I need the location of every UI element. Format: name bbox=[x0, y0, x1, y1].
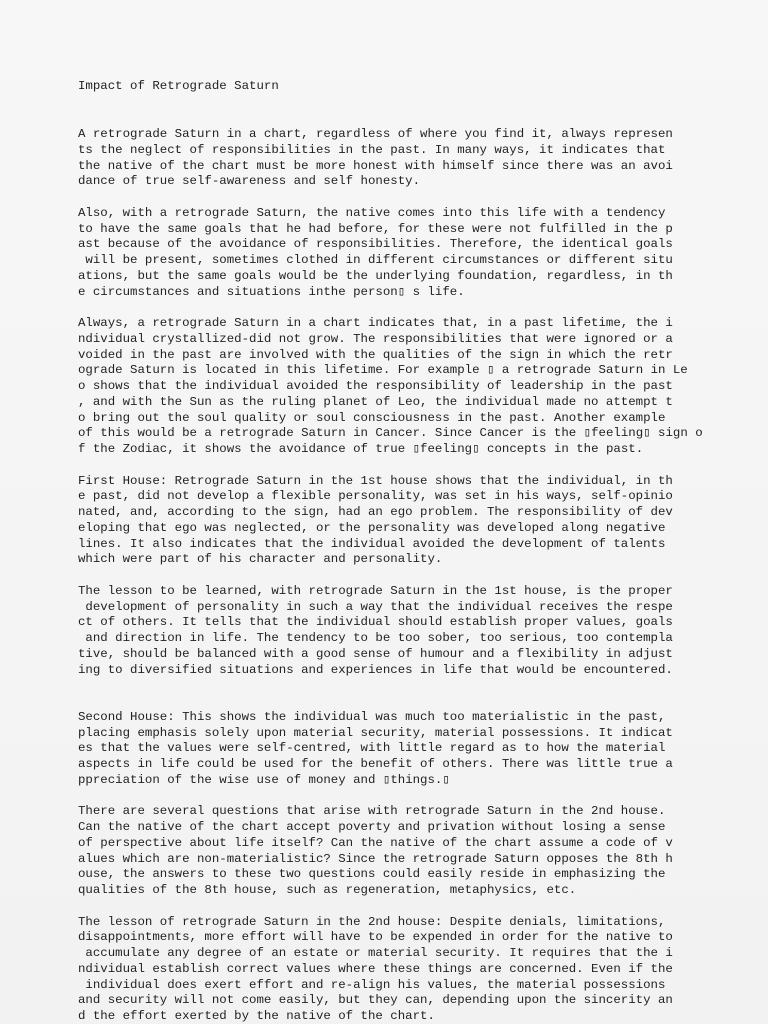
text-line: The lesson to be learned, with retrograde Saturn in the 1st house, is the proper bbox=[78, 583, 673, 598]
text-line: Can the native of the chart accept poverty and privation without losing a sense bbox=[78, 820, 666, 834]
text-line: tive, should be balanced with a good sense of humour and a flexibility in adjust bbox=[78, 646, 673, 661]
text-line: of this would be a retrograde Saturn in Cancer. Since Cancer is the ▯feeling▯ sign o bbox=[78, 426, 703, 441]
text-line: which were part of his character and personality. bbox=[78, 552, 443, 567]
text-line: lines. It also indicates that the individual avoided the development of talents bbox=[78, 536, 666, 551]
text-line: o shows that the individual avoided the responsibility of leadership in the past bbox=[78, 379, 673, 393]
document-title: Impact of Retrograde Saturn bbox=[78, 79, 279, 93]
paragraph-second-house-lesson bbox=[78, 915, 768, 1025]
text-line: A retrograde Saturn in a chart, regardless of where you find it, always represen bbox=[78, 127, 673, 141]
text-line: ct of others. It tells that the individual should establish proper values, goals bbox=[78, 615, 673, 630]
text-line: ations, but the same goals would be the underlying foundation, regardless, in th bbox=[78, 268, 673, 283]
text-line: ts the neglect of responsibilities in the past. In many ways, it indicates that bbox=[78, 142, 666, 157]
text-line: nated, and, according to the sign, had an ego problem. The responsibility of dev bbox=[78, 505, 673, 519]
text-line: aspects in life could be used for the benefit of others. There was little true a bbox=[78, 757, 673, 771]
text-line: First House: Retrograde Saturn in the 1st house shows that the individual, in th bbox=[78, 473, 673, 488]
text-line: The lesson of retrograde Saturn in the 2nd house: Despite denials, limitations, bbox=[78, 914, 666, 929]
paragraph-second-house-questions bbox=[78, 804, 768, 899]
text-line: d the effort exerted by the native of the chart. bbox=[78, 1009, 435, 1023]
text-line: voided in the past are involved with the qualities of the sign in which the retr bbox=[78, 347, 673, 362]
text-line: Always, a retrograde Saturn in a chart indicates that, in a past lifetime, the i bbox=[78, 316, 673, 330]
text-line: ndividual establish correct values where these things are concerned. Even if the bbox=[78, 961, 673, 976]
text-line: ppreciation of the wise use of money and ▯things.▯ bbox=[78, 772, 450, 787]
text-line: e past, did not develop a flexible personality, was set in his ways, self-opinio bbox=[78, 489, 673, 504]
text-line: o bring out the soul quality or soul consciousness in the past. Another example bbox=[78, 410, 666, 425]
text-line: f the Zodiac, it shows the avoidance of true ▯feeling▯ concepts in the past. bbox=[78, 442, 644, 456]
paragraph-second-house bbox=[78, 710, 768, 789]
text-line: eloping that ego was neglected, or the personality was developed along negative bbox=[78, 520, 666, 535]
text-line: alues which are non-materialistic? Since the retrograde Saturn opposes the 8th h bbox=[78, 851, 673, 866]
text-line: ndividual crystallized-did not grow. The responsibilities that were ignored or a bbox=[78, 331, 673, 346]
text-line: ast because of the avoidance of responsibilities. Therefore, the identical goals bbox=[78, 237, 673, 252]
text-line: es that the values were self-centred, with little regard as to how the material bbox=[78, 741, 666, 756]
text-line: to have the same goals that he had before, for these were not fulfilled in the p bbox=[78, 221, 673, 236]
paragraph-past-lifetime bbox=[78, 316, 768, 458]
text-line: development of personality in such a way that the individual receives the respe bbox=[78, 599, 673, 614]
text-line: and direction in life. The tendency to be too sober, too serious, too contempla bbox=[78, 631, 673, 645]
text-line: Also, with a retrograde Saturn, the native comes into this life with a tendency bbox=[78, 205, 666, 220]
text-line: , and with the Sun as the ruling planet of Leo, the individual made no attempt t bbox=[78, 394, 673, 409]
text-line: accumulate any degree of an estate or material security. It requires that the i bbox=[78, 946, 673, 960]
text-line: and security will not come easily, but they can, depending upon the sincerity an bbox=[78, 993, 673, 1008]
text-line: ing to diversified situations and experiences in life that would be encountered. bbox=[78, 662, 673, 677]
text-line: individual does exert effort and re-align his values, the material possessions bbox=[78, 977, 666, 992]
paragraph-first-house-lesson bbox=[78, 584, 768, 679]
text-line: placing emphasis solely upon material security, material possessions. It indicat bbox=[78, 725, 673, 740]
text-line: qualities of the 8th house, such as regeneration, metaphysics, etc. bbox=[78, 883, 577, 897]
paragraph-same-goals bbox=[78, 206, 768, 301]
text-line: ograde Saturn is located in this lifetime. For example ▯ a retrograde Saturn in Le bbox=[78, 363, 688, 378]
text-line: dance of true self-awareness and self honesty. bbox=[78, 174, 421, 189]
text-line: will be present, sometimes clothed in different circumstances or different situ bbox=[78, 253, 673, 267]
text-line: There are several questions that arise with retrograde Saturn in the 2nd house. bbox=[78, 804, 666, 819]
paragraph-intro bbox=[78, 127, 768, 190]
text-line: the native of the chart must be more honest with himself since there was an avoi bbox=[78, 158, 673, 173]
text-line: ouse, the answers to these two questions could easily reside in emphasizing the bbox=[78, 867, 666, 882]
text-line: Second House: This shows the individual was much too materialistic in the past, bbox=[78, 709, 666, 724]
text-line: disappointments, more effort will have to be expended in order for the native to bbox=[78, 930, 673, 945]
text-line: e circumstances and situations inthe person▯ s life. bbox=[78, 284, 465, 299]
text-line: of perspective about life itself? Can the native of the chart assume a code of v bbox=[78, 835, 673, 850]
paragraph-first-house bbox=[78, 474, 768, 569]
